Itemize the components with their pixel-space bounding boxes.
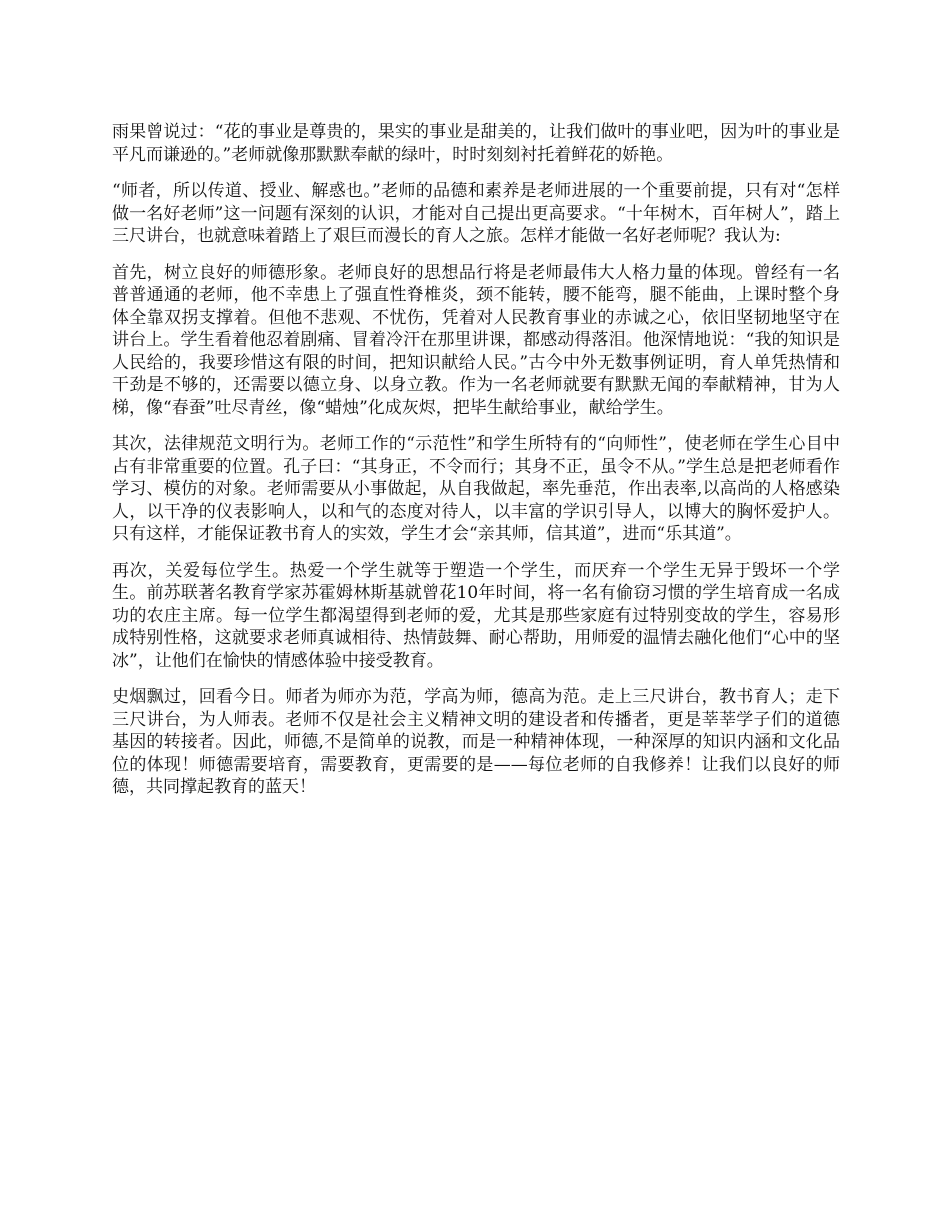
- paragraph: “师者，所以传道、授业、解惑也。”老师的品德和素养是老师进展的一个重要前提，只有对“怎样做一名好老师”这一问题有深刻的认识，才能对自己提出更高要求。“十年树木，百年树人”，踏上三尺讲台，也就意味着踏上了艰巨而漫长的育人之旅。怎样才能做一名好老师呢？我认为:: [112, 181, 840, 246]
- paragraph: 其次，法律规范文明行为。老师工作的“示范性”和学生所特有的“向师性”，使老师在学生心目中占有非常重要的位置。孔子曰：“其身正，不令而行；其身不正，虽令不从。”学生总是把老师看作学习、模仿的对象。老师需要从小事做起，从自我做起，率先垂范，作出表率,以高尚的人格感染人，以干净的仪表影响人，以和气的态度对待人，以丰富的学识引导人，以博大的胸怀爱护人。只有这样，才能保证教书育人的实效，学生才会“亲其师，信其道”，进而“乐其道”。: [112, 434, 840, 544]
- paragraph: 再次，关爱每位学生。热爱一个学生就等于塑造一个学生，而厌弃一个学生无异于毁坏一个学生。前苏联著名教育学家苏霍姆林斯基就曾花10年时间，将一名有偷窃习惯的学生培育成一名成功的农庄主席。每一位学生都渴望得到老师的爱，尤其是那些家庭有过特别变故的学生，容易形成特别性格，这就要求老师真诚相待、热情鼓舞、耐心帮助，用师爱的温情去融化他们“心中的坚冰”，让他们在愉快的情感体验中接受教育。: [112, 560, 840, 671]
- paragraph: 雨果曾说过：“花的事业是尊贵的，果实的事业是甜美的，让我们做叶的事业吧，因为叶的事业是平凡而谦逊的。”老师就像那默默奉献的绿叶，时时刻刻衬托着鲜花的娇艳。: [112, 122, 840, 165]
- paragraph: 史烟飘过，回看今日。师者为师亦为范，学高为师，德高为范。走上三尺讲台，教书育人；走下三尺讲台，为人师表。老师不仅是社会主义精神文明的建设者和传播者，更是莘莘学子们的道德基因的转接者。因此，师德,不是简单的说教，而是一种精神体现，一种深厚的知识内涵和文化品位的体现！师德需要培育，需要教育，更需要的是——每位老师的自我修养！让我们以良好的师德，共同撑起教育的蓝天！: [112, 687, 840, 797]
- paragraph: 首先，树立良好的师德形象。老师良好的思想品行将是老师最伟大人格力量的体现。曾经有一名普普通通的老师，他不幸患上了强直性脊椎炎，颈不能转，腰不能弯，腿不能曲，上课时整个身体全靠双拐支撑着。但他不悲观、不忧伤，凭着对人民教育事业的赤诚之心，依旧坚韧地坚守在讲台上。学生看着他忍着剧痛、冒着冷汗在那里讲课，都感动得落泪。他深情地说：“我的知识是人民给的，我要珍惜这有限的时间，把知识献给人民。”古今中外无数事例证明，育人单凭热情和干劲是不够的，还需要以德立身、以身立教。作为一名老师就要有默默无闻的奉献精神，甘为人梯，像“春蚕”吐尽青丝，像“蜡烛”化成灰烬，把毕生献给事业，献给学生。: [112, 262, 840, 418]
- document-body: [112, 121, 840, 813]
